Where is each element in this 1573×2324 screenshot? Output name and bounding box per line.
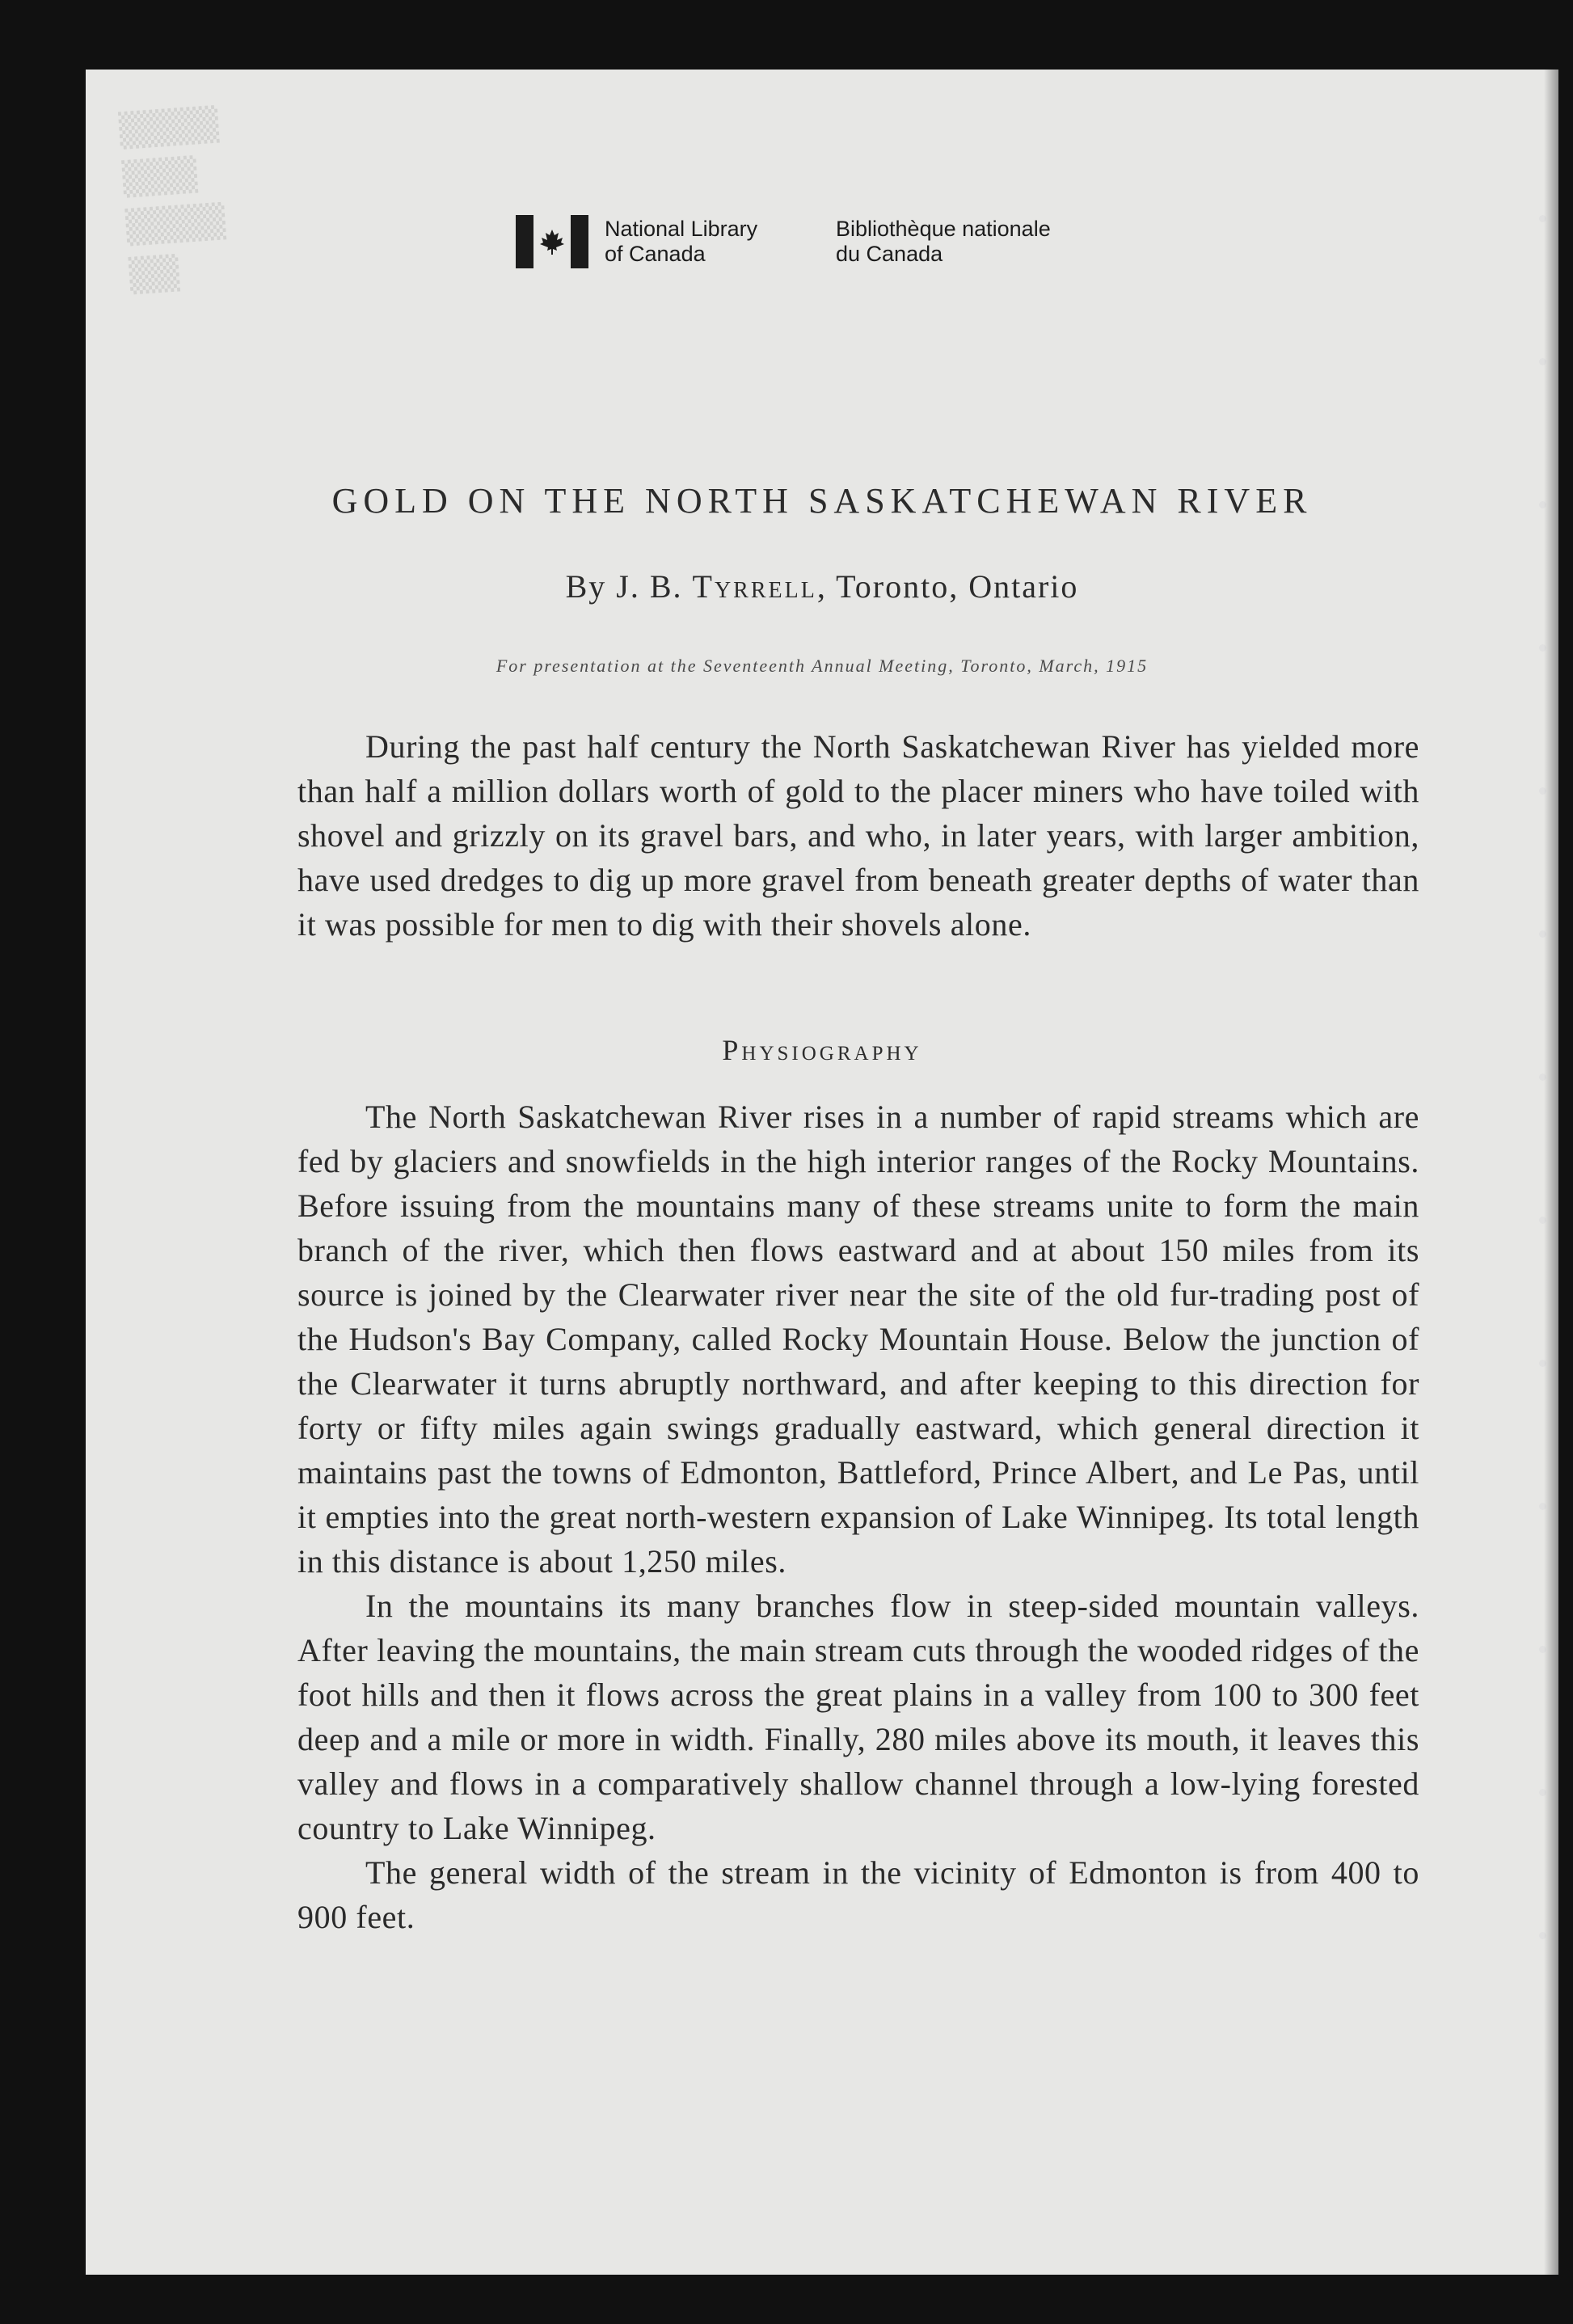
paragraph: During the past half century the North Saskatchewan River has yielded more than half a million dollars worth of gold to the placer miners who have toiled with shovel and grizzly on its gravel bars, and who, in later years, with larger ambition, have used dredges to dig up more gravel from beneath greater depths of water than it was possible for men to dig with their shovels alone. bbox=[297, 728, 1419, 943]
author-name: Tyrrell bbox=[692, 568, 817, 605]
library-logo bbox=[516, 215, 1051, 268]
paragraph: The general width of the stream in the vicinity of Edmonton is from 400 to 900 feet. bbox=[297, 1854, 1419, 1935]
scanned-page bbox=[86, 70, 1558, 2275]
byline: By J. B. Tyrrell, Toronto, Ontario bbox=[565, 568, 1079, 605]
intro-section bbox=[297, 724, 1419, 947]
physiography-section bbox=[297, 1095, 1419, 1939]
section-heading: Physiography bbox=[722, 1034, 922, 1066]
presentation-note: For presentation at the Seventeenth Annual Meeting, Toronto, March, 1915 bbox=[496, 656, 1149, 676]
canada-flag-icon bbox=[516, 215, 588, 268]
maple-leaf-icon bbox=[538, 228, 566, 255]
library-name-english: National Library of Canada bbox=[605, 217, 758, 266]
paragraph: In the mountains its many branches flow in steep-sided mountain valleys. After leaving the mountains, the main stream cuts through the wooded ridges of the foot hills and then it flows across the great plains in a valley from 100 to 300 feet deep and a mile or more in width. Finally, 280 miles above its mouth, it leaves this valley and flows in a comparatively shallow channel through a low-lying forested country to Lake Winnipeg. bbox=[297, 1588, 1419, 1846]
faded-pencil-marks: ▒▒▒▒ ▒▒▒ ▒▒▒▒ ▒▒ bbox=[117, 105, 227, 296]
library-name-french: Bibliothèque nationale du Canada bbox=[836, 217, 1051, 266]
article-title: GOLD ON THE NORTH SASKATCHEWAN RIVER bbox=[331, 481, 1313, 521]
paragraph: The North Saskatchewan River rises in a number of rapid streams which are fed by glaciers and snowfields in the high interior ranges of the Rocky Mountains. Before issuing from the mountains many of these streams unite to form the main branch of the river, which then flows eastward and at about 150 miles from its source is joined by the Clearwater river near the site of the old fur-trading post of the Hudson's Bay Company, called Rocky Mountain House. Below the junction of the Clearwater it turns abruptly northward, and after keeping to this direction for forty or fifty miles again swings gradually eastward, which general direction it maintains past the towns of Edmonton, Battleford, Prince Albert, and Le Pas, until it empties into the great north-western expansion of Lake Winnipeg. Its total length in this distance is about 1,250 miles. bbox=[297, 1099, 1419, 1580]
scan-edge-marks bbox=[1529, 215, 1554, 2075]
